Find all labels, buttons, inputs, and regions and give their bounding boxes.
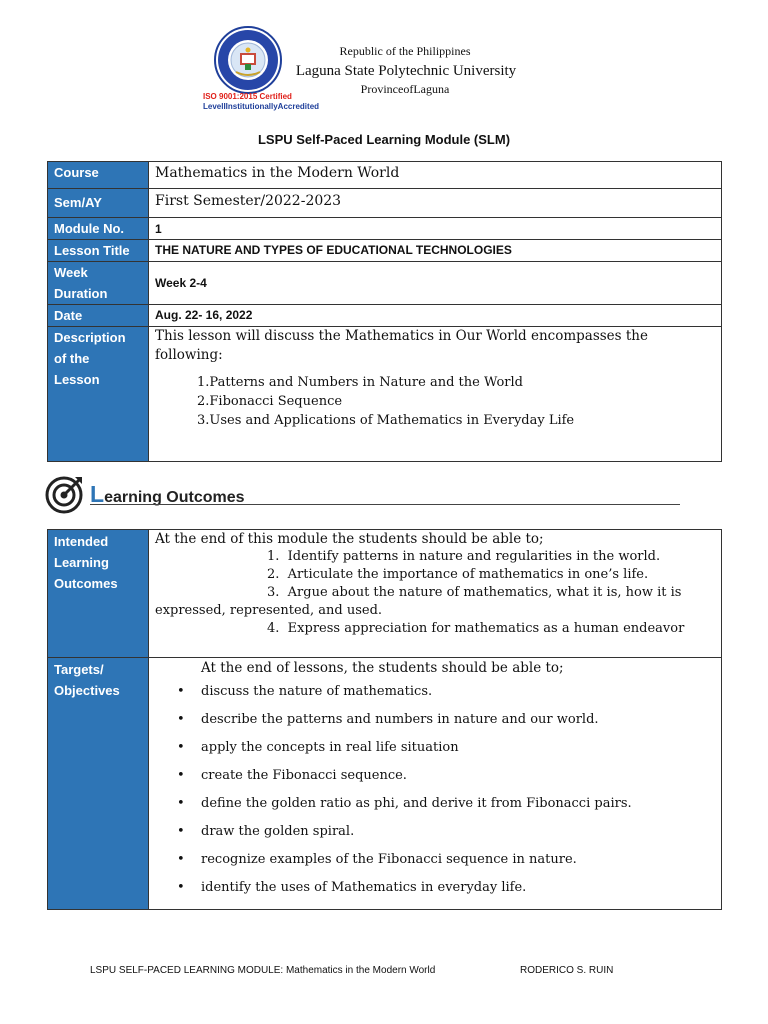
target-text: recognize examples of the Fibonacci sequence in nature. — [201, 852, 577, 867]
target-item — [155, 706, 715, 734]
lesson-title-row — [48, 240, 722, 262]
ilo-item-continuation — [155, 602, 715, 620]
module-value: 1 — [149, 218, 722, 240]
target-text: create the Fibonacci sequence. — [201, 768, 407, 783]
description-label-line-1: Description — [54, 330, 126, 345]
ilo-row — [48, 530, 722, 658]
module-title: LSPU Self-Paced Learning Module (SLM) — [257, 132, 511, 147]
week-label-line-2: Duration — [54, 286, 108, 301]
ilo-label — [48, 530, 149, 658]
description-list — [197, 373, 715, 430]
targets-intro: At the end of lessons, the students should be able to; — [201, 660, 564, 676]
target-icon — [44, 473, 86, 515]
target-text: define the golden ratio as phi, and derive it from Fibonacci pairs. — [201, 796, 632, 811]
course-value: Mathematics in the Modern World — [149, 162, 722, 189]
ilo-num: 4. — [267, 621, 280, 636]
bullet: • — [177, 684, 185, 699]
university-name: Laguna State Polytechnic University — [295, 63, 517, 79]
ilo-text: expressed, represented, and used. — [155, 603, 383, 618]
bullet: • — [177, 824, 185, 839]
ilo-item — [155, 620, 715, 638]
university-seal — [214, 26, 282, 94]
ilo-label-line-3: Outcomes — [54, 576, 118, 591]
target-item — [155, 762, 715, 790]
description-intro: This lesson will discuss the Mathematics in Our World encompasses the following: — [155, 328, 648, 363]
target-item — [155, 734, 715, 762]
description-value — [149, 327, 722, 462]
bullet: • — [177, 712, 185, 727]
target-text: apply the concepts in real life situation — [201, 740, 459, 755]
semay-row — [48, 189, 722, 218]
accreditation-level: LevelIInstitutionallyAccredited — [203, 102, 320, 111]
description-item: 3.Uses and Applications of Mathematics in Everyday Life — [197, 413, 575, 428]
target-item — [155, 874, 715, 902]
module-row — [48, 218, 722, 240]
targets-row — [48, 658, 722, 910]
ilo-list — [155, 548, 715, 638]
target-item — [155, 678, 715, 706]
description-row — [48, 327, 722, 462]
date-label: Date — [48, 305, 149, 327]
ilo-item — [155, 548, 715, 566]
date-value: Aug. 22- 16, 2022 — [149, 305, 722, 327]
targets-list — [155, 678, 715, 902]
course-label: Course — [48, 162, 149, 189]
description-item: 1.Patterns and Numbers in Nature and the World — [197, 375, 523, 390]
ilo-item — [155, 584, 715, 602]
target-item — [155, 790, 715, 818]
footer-author: RODERICO S. RUIN — [520, 965, 614, 976]
lesson-title-label: Lesson Title — [48, 240, 149, 262]
week-label — [48, 262, 149, 305]
week-row — [48, 262, 722, 305]
ilo-text: Express appreciation for mathematics as a human endeavor — [287, 621, 685, 636]
ilo-intro: At the end of this module the students should be able to; — [155, 531, 544, 547]
targets-value — [149, 658, 722, 910]
iso-certification: ISO 9001:2015 Certified — [203, 92, 292, 101]
semay-label: Sem/AY — [48, 189, 149, 218]
week-value: Week 2-4 — [149, 262, 722, 305]
heading-underline — [90, 504, 680, 505]
target-item — [155, 818, 715, 846]
description-label-line-2: of the — [54, 351, 90, 366]
outcomes-table — [47, 529, 722, 910]
targets-label-line-1: Targets/ — [54, 662, 104, 677]
ilo-label-line-2: Learning — [54, 555, 109, 570]
target-text: discuss the nature of mathematics. — [201, 684, 433, 699]
ilo-text: Identify patterns in nature and regularities in the world. — [287, 549, 661, 564]
target-text: identify the uses of Mathematics in everyday life. — [201, 880, 527, 895]
ilo-num: 3. — [267, 585, 280, 600]
ilo-num: 2. — [267, 567, 280, 582]
ilo-value — [149, 530, 722, 658]
target-text: draw the golden spiral. — [201, 824, 355, 839]
target-text: describe the patterns and numbers in nature and our world. — [201, 712, 599, 727]
description-item: 2.Fibonacci Sequence — [197, 394, 343, 409]
bullet: • — [177, 852, 185, 867]
lesson-title-value: THE NATURE AND TYPES OF EDUCATIONAL TECHNOLOGIES — [149, 240, 722, 262]
course-row — [48, 162, 722, 189]
province-line: ProvinceofLaguna — [360, 82, 450, 96]
module-info-table — [47, 161, 722, 462]
description-label — [48, 327, 149, 462]
ilo-num: 1. — [267, 549, 280, 564]
ilo-text: Articulate the importance of mathematics in one’s life. — [287, 567, 649, 582]
week-label-line-1: Week — [54, 265, 88, 280]
ilo-text: Argue about the nature of mathematics, what it is, how it is — [287, 585, 682, 600]
date-row — [48, 305, 722, 327]
module-label: Module No. — [48, 218, 149, 240]
footer-module-name: LSPU SELF-PACED LEARNING MODULE: Mathematics in the Modern World — [90, 965, 436, 976]
republic-line: Republic of the Philippines — [339, 44, 471, 58]
target-item — [155, 846, 715, 874]
heading-initial: L — [90, 481, 105, 507]
heading-rest: earning Outcomes — [104, 489, 245, 506]
bullet: • — [177, 796, 185, 811]
semay-value: First Semester/2022-2023 — [149, 189, 722, 218]
ilo-label-line-1: Intended — [54, 534, 109, 549]
bullet: • — [177, 740, 185, 755]
description-label-line-3: Lesson — [54, 372, 100, 387]
bullet: • — [177, 768, 185, 783]
bullet: • — [177, 880, 185, 895]
targets-label — [48, 658, 149, 910]
ilo-item — [155, 566, 715, 584]
targets-label-line-2: Objectives — [54, 683, 120, 698]
